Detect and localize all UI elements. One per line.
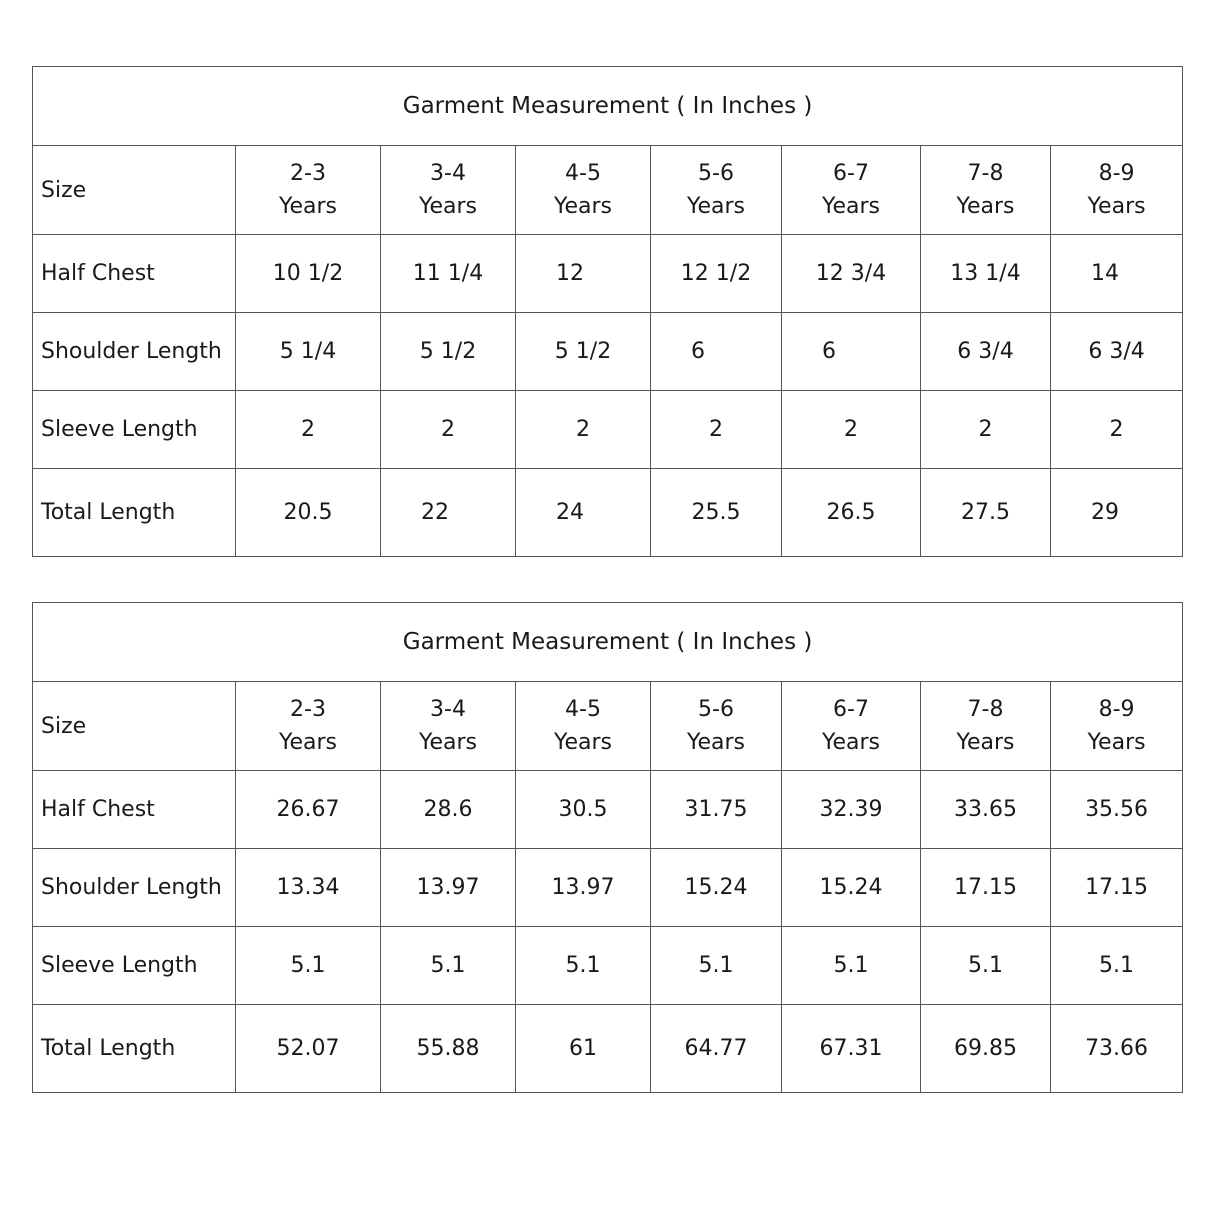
value-cell: 2 (1051, 391, 1183, 469)
value-cell: 13.97 (381, 849, 516, 927)
value-cell: 6 3/4 (1051, 313, 1183, 391)
value-cell: 10 1/2 (236, 235, 381, 313)
table-row (33, 313, 1183, 391)
table-row (33, 391, 1183, 469)
value-cell: 69.85 (921, 1005, 1051, 1093)
value-cell: 28.6 (381, 771, 516, 849)
table-title: Garment Measurement ( In Inches ) (33, 67, 1183, 146)
size-cell: 6-7 Years (782, 146, 921, 235)
value-cell: 5 1/4 (236, 313, 381, 391)
value-cell: 27.5 (921, 469, 1051, 557)
row-label: Total Length (33, 469, 236, 557)
table-title: Garment Measurement ( In Inches ) (33, 603, 1183, 682)
size-cell: 8-9 Years (1051, 682, 1183, 771)
value-cell: 2 (381, 391, 516, 469)
size-header: Size (33, 682, 236, 771)
size-cell: 5-6 Years (651, 682, 782, 771)
value-cell: 5.1 (782, 927, 921, 1005)
table-row (33, 927, 1183, 1005)
value-cell: 52.07 (236, 1005, 381, 1093)
value-cell: 13 1/4 (921, 235, 1051, 313)
size-cell: 3-4 Years (381, 146, 516, 235)
value-cell: 5.1 (651, 927, 782, 1005)
value-cell: 6 (782, 313, 921, 391)
value-cell: 17.15 (921, 849, 1051, 927)
value-cell: 5.1 (1051, 927, 1183, 1005)
value-cell: 12 1/2 (651, 235, 782, 313)
value-cell: 2 (921, 391, 1051, 469)
table-row (33, 469, 1183, 557)
size-cell: 4-5 Years (516, 146, 651, 235)
value-cell: 55.88 (381, 1005, 516, 1093)
row-label: Half Chest (33, 771, 236, 849)
value-cell: 26.67 (236, 771, 381, 849)
value-cell: 12 3/4 (782, 235, 921, 313)
size-cell: 2-3 Years (236, 146, 381, 235)
value-cell: 13.97 (516, 849, 651, 927)
value-cell: 73.66 (1051, 1005, 1183, 1093)
size-cell: 3-4 Years (381, 682, 516, 771)
value-cell: 24 (516, 469, 651, 557)
size-cell: 8-9 Years (1051, 146, 1183, 235)
table-row (33, 1005, 1183, 1093)
value-cell: 30.5 (516, 771, 651, 849)
value-cell: 32.39 (782, 771, 921, 849)
size-cell: 2-3 Years (236, 682, 381, 771)
value-cell: 6 3/4 (921, 313, 1051, 391)
value-cell: 2 (236, 391, 381, 469)
value-cell: 15.24 (651, 849, 782, 927)
value-cell: 14 (1051, 235, 1183, 313)
row-label: Sleeve Length (33, 391, 236, 469)
value-cell: 5 1/2 (516, 313, 651, 391)
value-cell: 12 (516, 235, 651, 313)
value-cell: 61 (516, 1005, 651, 1093)
value-cell: 25.5 (651, 469, 782, 557)
value-cell: 5.1 (921, 927, 1051, 1005)
value-cell: 29 (1051, 469, 1183, 557)
size-cell: 6-7 Years (782, 682, 921, 771)
value-cell: 33.65 (921, 771, 1051, 849)
value-cell: 5.1 (381, 927, 516, 1005)
value-cell: 15.24 (782, 849, 921, 927)
value-cell: 31.75 (651, 771, 782, 849)
table-row (33, 849, 1183, 927)
value-cell: 26.5 (782, 469, 921, 557)
size-cell: 7-8 Years (921, 682, 1051, 771)
value-cell: 2 (516, 391, 651, 469)
row-label: Total Length (33, 1005, 236, 1093)
value-cell: 11 1/4 (381, 235, 516, 313)
value-cell: 35.56 (1051, 771, 1183, 849)
value-cell: 22 (381, 469, 516, 557)
value-cell: 64.77 (651, 1005, 782, 1093)
row-label: Shoulder Length (33, 849, 236, 927)
value-cell: 5 1/2 (381, 313, 516, 391)
value-cell: 67.31 (782, 1005, 921, 1093)
value-cell: 2 (651, 391, 782, 469)
size-header: Size (33, 146, 236, 235)
value-cell: 20.5 (236, 469, 381, 557)
size-cell: 5-6 Years (651, 146, 782, 235)
value-cell: 13.34 (236, 849, 381, 927)
row-label: Shoulder Length (33, 313, 236, 391)
row-label: Half Chest (33, 235, 236, 313)
size-chart-table (32, 602, 1183, 1093)
table-row (33, 235, 1183, 313)
value-cell: 5.1 (236, 927, 381, 1005)
value-cell: 5.1 (516, 927, 651, 1005)
value-cell: 17.15 (1051, 849, 1183, 927)
size-cell: 4-5 Years (516, 682, 651, 771)
value-cell: 2 (782, 391, 921, 469)
size-chart-table (32, 66, 1183, 557)
row-label: Sleeve Length (33, 927, 236, 1005)
value-cell: 6 (651, 313, 782, 391)
table-row (33, 771, 1183, 849)
size-cell: 7-8 Years (921, 146, 1051, 235)
